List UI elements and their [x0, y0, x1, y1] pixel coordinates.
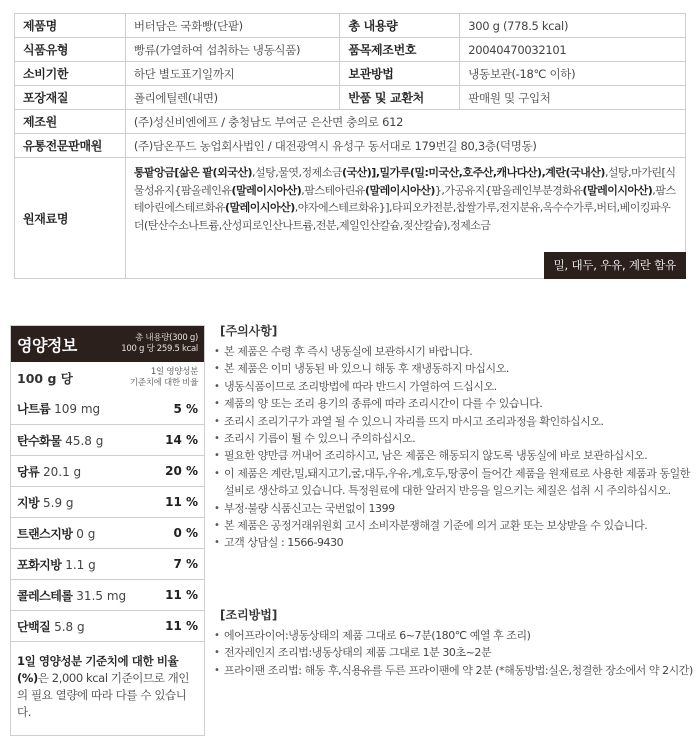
nutrient-row	[11, 610, 204, 641]
nutrient-row	[11, 424, 204, 455]
nutrient-name: 나트륨	[17, 402, 51, 416]
list-item: • 필요한 양만큼 꺼내어 조리하시고, 남은 제품은 해동되지 않도록 냉동실에 바로 보관하십시오.	[214, 447, 694, 464]
nutrient-percent: 11 %	[165, 495, 198, 509]
value-ingredients	[125, 158, 685, 279]
nutrient-amount: 45.8 g	[65, 433, 104, 448]
list-item: • 부정·불량 식품신고는 국번없이 1399	[214, 500, 694, 517]
value-product-name: 버터담은 국화빵(단팥)	[125, 14, 340, 38]
value-distributor: (주)담온푸드 농업회사법인 / 대전광역시 유성구 동서대로 179번길 80,3층(덕명동)	[125, 134, 685, 158]
label-report-number: 품목제조번호	[340, 38, 460, 62]
nutrient-percent: 14 %	[165, 433, 198, 447]
list-item: • 본 제품은 수령 후 즉시 냉동실에 보관하시기 바랍니다.	[214, 343, 694, 360]
nutrient-name: 포화지방	[17, 557, 62, 572]
list-item: • 이 제품은 계란,밀,돼지고기,굴,대두,우유,게,호두,땅콩이 들어간 제품을 원재료로 사용한 제품과 동일한 설비로 생산하고 있습니다. 특정원료에 대한 알러지 반응을 일으키는 체질은 섭취 시 주의하십시오.	[214, 465, 694, 500]
ingredient-segment: (말레이시아산)	[365, 183, 435, 197]
daily-note-line1: 1일 영양성분	[150, 366, 198, 377]
info-row-ingredients	[15, 158, 686, 279]
info-row-packaging	[15, 86, 686, 110]
nutrient-name: 당류	[17, 464, 40, 479]
nutrient-percent: 0 %	[173, 526, 198, 540]
allergy-badge: 밀, 대두, 우유, 계란 함유	[544, 252, 686, 279]
ingredient-segment: (말레이시아산)	[231, 183, 302, 197]
nutrient-name: 지방	[17, 495, 40, 510]
nutrient-amount: 5.8 g	[54, 619, 85, 634]
nutrition-footnote	[11, 641, 204, 735]
ingredient-segment: 통팥앙금[삶은 팥(외국산)	[133, 166, 252, 179]
cooking-title: [조리방법]	[220, 608, 278, 622]
cooking-list	[214, 627, 694, 679]
ingredient-segment: (국산)],밀가루(밀:미국산,호주산,캐나다산),계란(국내산)	[341, 166, 605, 179]
nutrition-facts-panel	[10, 325, 205, 736]
nutrient-amount: 1.1 g	[65, 557, 96, 572]
footnote-text: 은 2,000 kcal 기준이므로 개인의 필요 열량에 따라 다를 수 있습니다.	[17, 671, 190, 719]
nutrient-percent: 20 %	[165, 464, 198, 478]
value-storage: 냉동보관(-18℃ 이하)	[460, 62, 686, 86]
label-ingredients: 원재료명	[15, 158, 126, 279]
nutrition-header	[11, 326, 204, 362]
value-report-number: 20040470032101	[460, 38, 686, 62]
nutrient-percent: 5 %	[173, 401, 198, 416]
nutrient-row	[11, 579, 204, 610]
cautions-list	[214, 343, 694, 552]
nutrient-name: 탄수화물	[17, 433, 62, 448]
nutrient-name: 단백질	[17, 619, 51, 634]
label-product-name: 제품명	[15, 14, 126, 38]
label-expiry: 소비기한	[15, 62, 126, 86]
nutrient-name: 트랜스지방	[17, 526, 73, 541]
per100-kcal-note: 100 g 당 259.5 kcal	[121, 344, 198, 354]
info-row-food-type	[15, 38, 686, 62]
daily-value-note	[130, 367, 198, 389]
ingredient-segment: ,팜스테아린유	[301, 183, 366, 197]
cautions-section	[214, 322, 694, 552]
nutrient-amount: 0 g	[76, 526, 96, 541]
value-food-type: 빵류(가열하여 섭취하는 냉동식품)	[125, 38, 340, 62]
nutrient-amount: 31.5 mg	[76, 588, 127, 603]
per100-row	[11, 362, 204, 393]
value-packaging: 폴리에틸렌(내면)	[125, 86, 340, 110]
product-info-table	[14, 13, 686, 279]
label-returns: 반품 및 교환처	[340, 86, 460, 110]
nutrient-name: 콜레스테롤	[17, 588, 73, 603]
list-item: • 냉동식품이므로 조리방법에 따라 반드시 가열하여 드십시오.	[214, 378, 694, 395]
nutrient-row	[11, 455, 204, 486]
nutrient-amount: 20.1 g	[43, 464, 82, 479]
ingredient-segment: ,설탕,마가린[식물성유지{팜올레인유	[133, 166, 676, 197]
list-item: • 본 제품은 공정거래위원회 고시 소비자분쟁해결 기준에 의거 교환 또는 보상받을 수 있습니다.	[214, 517, 694, 534]
nutrient-row	[11, 486, 204, 517]
ingredient-segment: (말레이시아산)	[224, 201, 295, 214]
list-item: • 고객 상담실 : 1566-9430	[214, 534, 694, 551]
total-content-note: 총 내용량(300 g)	[135, 333, 198, 343]
nutrient-percent: 7 %	[173, 557, 198, 571]
ingredient-segment: ,팜스테아린에스테르화유	[133, 183, 676, 214]
nutrient-percent: 11 %	[165, 619, 198, 633]
nutrient-row	[11, 517, 204, 548]
footnote-bold: 1일 영양성분 기준치에 대한 비율(%)	[17, 654, 179, 685]
label-distributor: 유통전문판매원	[15, 134, 126, 158]
value-expiry: 하단 별도표기일까지	[125, 62, 340, 86]
list-item: • 조리시 기름이 튈 수 있으니 주의하십시오.	[214, 430, 694, 447]
list-item: • 에어프라이어:냉동상태의 제품 그대로 6~7분(180℃ 예열 후 조리)	[214, 627, 694, 644]
value-total-content: 300 g (778.5 kcal)	[460, 14, 686, 38]
value-returns: 판매원 및 구입처	[460, 86, 686, 110]
info-row-manufacturer	[15, 110, 686, 134]
nutrient-row	[11, 393, 204, 424]
ingredient-segment: ,야자에스테르화유}],타피오카전분,찹쌀가루,전지분유,옥수수가루,버터,베이킹파우더(탄산수소나트륨,산성피로인산나트륨,전분,제일인산칼슘,젖산칼슘),정제소금	[133, 201, 671, 232]
info-row-product-name	[15, 14, 686, 38]
nutrient-amount: 109 mg	[54, 402, 101, 416]
ingredient-segment: (말레이시아산)	[582, 183, 653, 197]
list-item: • 제품의 양 또는 조리 용기의 종류에 따라 조리시간이 다를 수 있습니다.	[214, 395, 694, 412]
per100-label: 100 g 당	[17, 370, 73, 386]
nutrient-list	[11, 393, 204, 641]
label-packaging: 포장재질	[15, 86, 126, 110]
cooking-section	[214, 606, 694, 679]
info-row-expiry	[15, 62, 686, 86]
ingredient-segment: ,설탕,물엿,정제소금	[251, 166, 342, 179]
list-item: • 조리시 조리기구가 과열 될 수 있으니 자리를 뜨지 마시고 조리과정을 확인하십시오.	[214, 413, 694, 430]
ingredient-segment: },가공유지{팜올레인부분경화유	[434, 183, 583, 197]
nutrition-title: 영양정보	[17, 335, 77, 355]
nutrition-summary	[121, 333, 198, 355]
info-row-distributor	[15, 134, 686, 158]
nutrient-percent: 11 %	[165, 588, 198, 602]
label-storage: 보관방법	[340, 62, 460, 86]
list-item: • 본 제품은 이미 냉동된 바 있으니 해동 후 재냉동하지 마십시오.	[214, 360, 694, 377]
label-total-content: 총 내용량	[340, 14, 460, 38]
nutrient-row	[11, 548, 204, 579]
nutrient-amount: 5.9 g	[43, 495, 74, 510]
ingredients-text	[134, 164, 677, 234]
value-manufacturer: (주)성신비엔에프 / 충청남도 부여군 은산면 충의로 612	[125, 110, 685, 134]
list-item: • 전자레인지 조리법:냉동상태의 제품 그대로 1분 30초~2분	[214, 644, 694, 661]
cautions-title: [주의사항]	[220, 324, 278, 338]
list-item: • 프라이팬 조리법: 해동 후,식용유를 두른 프라이팬에 약 2분 (*해동방법:실온,청결한 장소에서 약 2시간)	[214, 662, 694, 679]
daily-note-line2: 기준치에 대한 비율	[129, 377, 198, 388]
label-manufacturer: 제조원	[15, 110, 126, 134]
label-food-type: 식품유형	[15, 38, 126, 62]
